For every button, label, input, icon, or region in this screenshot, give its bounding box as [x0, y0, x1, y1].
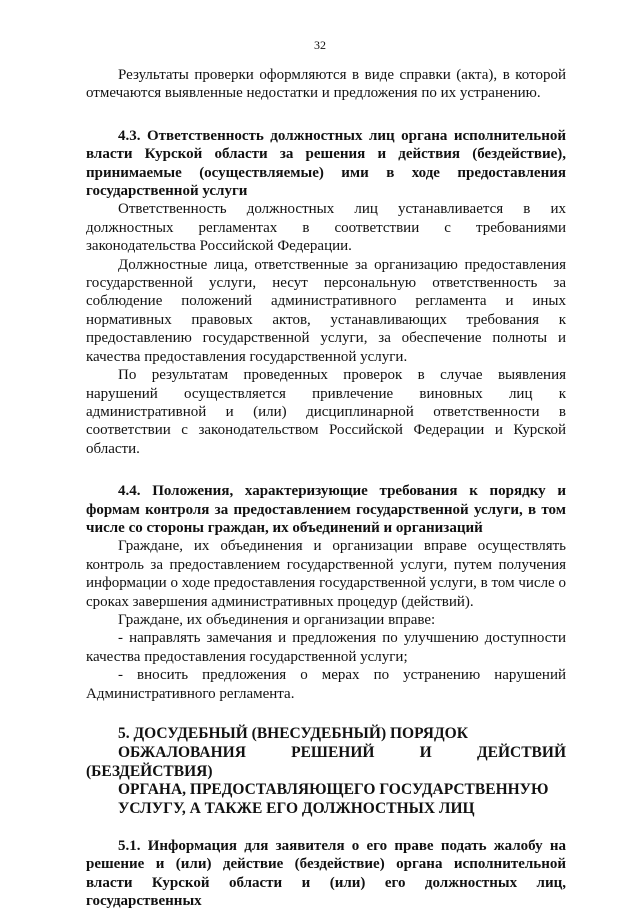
section-4-4-paragraph-2: Граждане, их объединения и организации вправе:	[118, 611, 436, 628]
section-5-title	[86, 725, 566, 819]
section-5-title-line-4: УСЛУГУ, А ТАКЖЕ ЕГО ДОЛЖНОСТНЫХ ЛИЦ	[118, 800, 475, 818]
paragraph-inspection-results: Результаты проверки оформляются в виде справки (акта), в которой отмечаются выявленные недостатки и предложения по их устранению.	[86, 67, 566, 102]
section-5-title-line-2: ОБЖАЛОВАНИЯ РЕШЕНИЙ И ДЕЙСТВИЙ (БЕЗДЕЙСТВИЯ)	[86, 743, 566, 780]
section-4-4	[86, 482, 566, 703]
section-4-3	[86, 127, 566, 458]
section-4-3-paragraph-3: По результатам проведенных проверок в случае выявления нарушений осуществляется привлечение виновных лиц к административной и (или) дисциплинарной ответственности в соответствии с законодательством Российской Федерации и Курской области.	[86, 367, 566, 457]
page-number: 32	[314, 38, 326, 52]
section-4-4-list-item-1: - направлять замечания и предложения по улучшению доступности качества предоставления государственной услуги;	[86, 630, 566, 665]
section-4-3-heading: 4.3. Ответственность должностных лиц органа исполнительной власти Курской области за решения и действия (бездействие), принимаемые (осуществляемые) ими в ходе предоставления государственной услуги	[86, 127, 566, 200]
document-body	[86, 66, 566, 911]
section-5-1-heading: 5.1. Информация для заявителя о его праве подать жалобу на решение и (или) действие (бездействие) органа исполнительной власти Курской области и (или) его должностных лиц, государственных	[86, 837, 566, 910]
section-4-4-heading: 4.4. Положения, характеризующие требования к порядку и формам контроля за предоставлением государственной услуги, в том числе со стороны граждан, их объединений и организаций	[86, 483, 566, 536]
section-spacer	[86, 703, 566, 725]
section-spacer	[86, 458, 566, 482]
section-4-3-paragraph-2: Должностные лица, ответственные за организацию предоставления государственной услуги, несут персональную ответственность за соблюдение положений административного регламента и иных нормативных правовых актов, устанавливающих требования к предоставлению государственной услуги, за обеспечение полноты и качества предоставления государственной услуги.	[86, 256, 566, 365]
section-4-4-paragraph-1: Граждане, их объединения и организации вправе осуществлять контроль за предоставлением государственной услуги, путем получения информации о ходе предоставления государственной услуги, в том числе о сроках завершения административных процедур (действий).	[86, 538, 566, 610]
section-5-title-line-3: ОРГАНА, ПРЕДОСТАВЛЯЮЩЕГО ГОСУДАРСТВЕННУЮ	[118, 781, 549, 799]
section-5-title-line-1: 5. ДОСУДЕБНЫЙ (ВНЕСУДЕБНЫЙ) ПОРЯДОК	[118, 725, 468, 742]
section-spacer	[86, 819, 566, 837]
section-4-3-paragraph-1: Ответственность должностных лиц устанавливается в их должностных регламентах в соответствии с требованиями законодательства Российской Федерации.	[86, 201, 566, 255]
section-spacer	[86, 103, 566, 127]
section-4-4-list-item-2: - вносить предложения о мерах по устранению нарушений Административного регламента.	[86, 667, 566, 702]
